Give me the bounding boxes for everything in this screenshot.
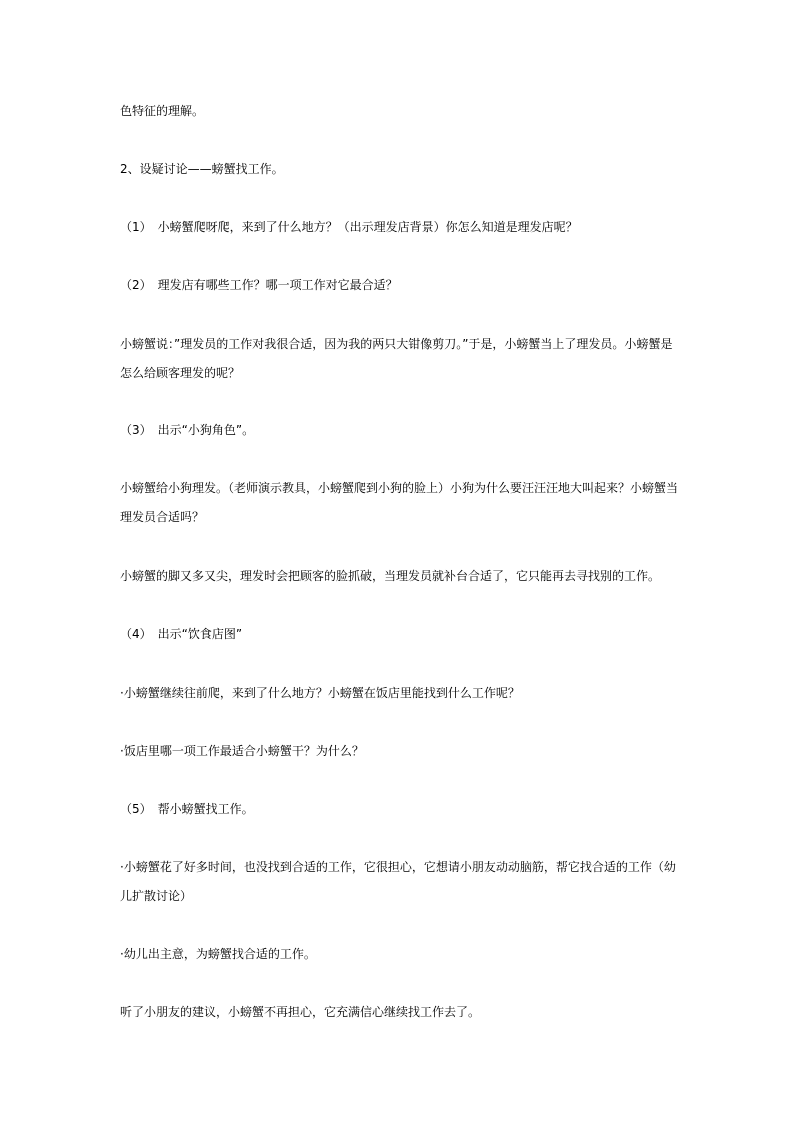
paragraph-13: ·小螃蟹花了好多时间，也没找到合适的工作，它很担心，它想请小朋友动动脑筋，帮它找合适的工作（幼儿扩散讨论） bbox=[120, 860, 676, 903]
paragraph-4: （2） 理发店有哪些工作？哪一项工作对它最合适？ bbox=[120, 278, 398, 292]
paragraph-3: （1） 小螃蟹爬呀爬，来到了什么地方？（出示理发店背景）你怎么知道是理发店呢？ bbox=[120, 220, 578, 234]
paragraph-7: 小螃蟹给小狗理发。（老师演示教具，小螃蟹爬到小狗的脸上）小狗为什么要汪汪汪地大叫起来？小螃蟹当理发员合适吗？ bbox=[120, 481, 679, 524]
paragraph-11: ·饭店里哪一项工作最适合小螃蟹干？为什么？ bbox=[120, 744, 364, 758]
paragraph-5: 小螃蟹说：”理发员的工作对我很合适，因为我的两只大钳像剪刀。”于是，小螃蟹当上了理发员。小螃蟹是怎么给顾客理发的呢？ bbox=[120, 337, 673, 380]
paragraph-2: 2、设疑讨论——螃蟹找工作。 bbox=[120, 162, 284, 176]
paragraph-12: （5） 帮小螃蟹找工作。 bbox=[120, 802, 254, 816]
paragraph-14: ·幼儿出主意，为螃蟹找合适的工作。 bbox=[120, 947, 316, 961]
paragraph-9: （4） 出示“饮食店图” bbox=[120, 627, 243, 641]
paragraph-6: （3） 出示“小狗角色”。 bbox=[120, 423, 255, 437]
paragraph-8: 小螃蟹的脚又多又尖，理发时会把顾客的脸抓破，当理发员就补台合适了，它只能再去寻找别的工作。 bbox=[120, 569, 661, 583]
paragraph-1: 色特征的理解。 bbox=[120, 104, 205, 118]
paragraph-10: ·小螃蟹继续往前爬，来到了什么地方？小螃蟹在饭店里能找到什么工作呢？ bbox=[120, 686, 520, 700]
paragraph-15: 听了小朋友的建议，小螃蟹不再担心，它充满信心继续找工作去了。 bbox=[120, 1005, 481, 1019]
